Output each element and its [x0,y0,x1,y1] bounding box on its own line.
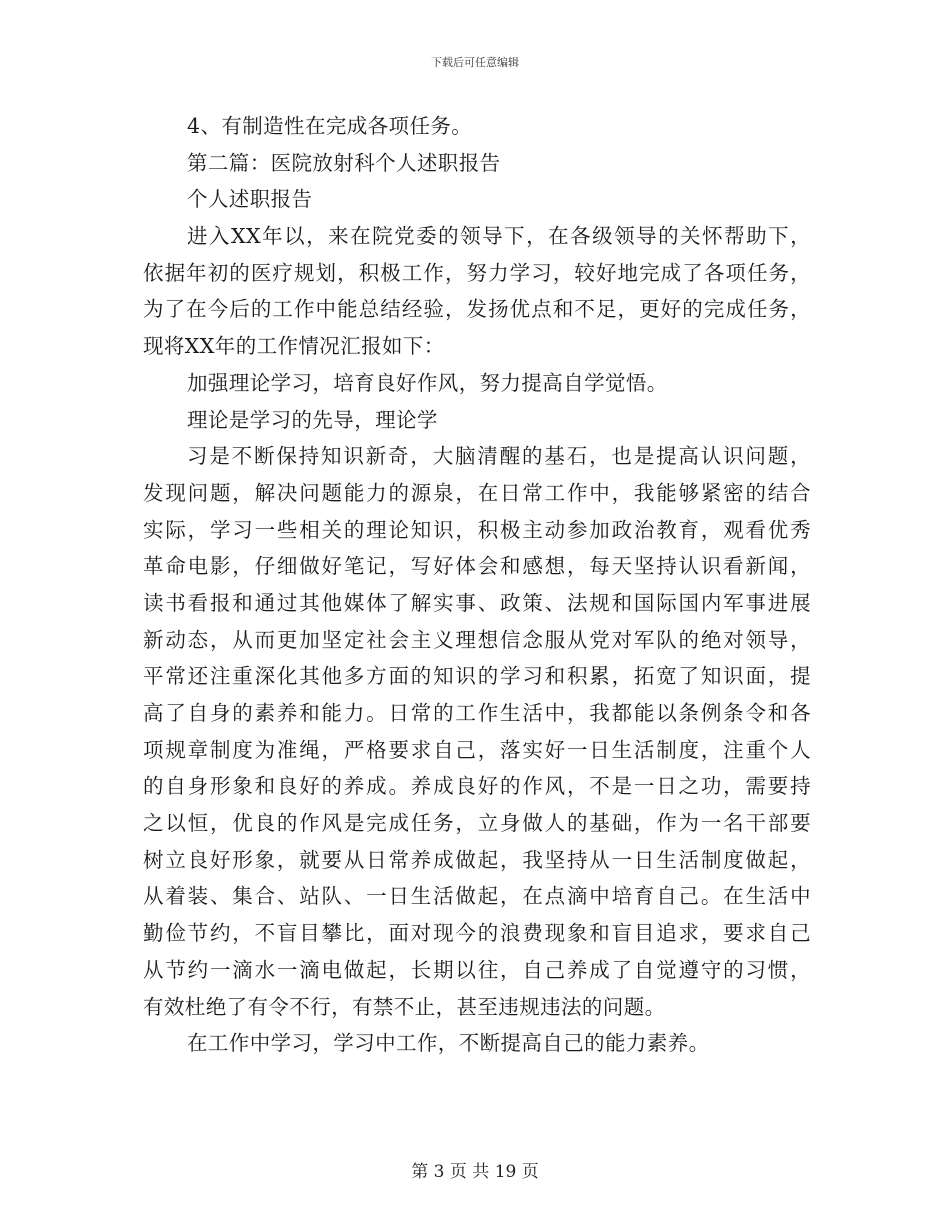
paragraph-line: 实际，学习一些相关的理论知识，积极主动参加政治教育，观看优秀 [143,517,811,542]
paragraph-line: 依据年初的医疗规划，积极工作，努力学习，较好地完成了各项任务， [143,260,811,285]
paragraph-line: 革命电影，仔细做好笔记，写好体会和感想，每天坚持认识看新闻， [143,554,811,579]
paragraph-line: 树立良好形象，就要从日常养成做起，我坚持从一日生活制度做起， [143,847,811,872]
paragraph-line: 的自身形象和良好的养成。养成良好的作风，不是一日之功，需要持 [143,774,811,799]
paragraph-line: 4、有制造性在完成各项任务。 [187,114,473,138]
paragraph-line: 发现问题，解决问题能力的源泉，在日常工作中，我能够紧密的结合 [143,480,811,505]
paragraph-line: 从节约一滴水一滴电做起，长期以往，自己养成了自觉遵守的习惯， [143,957,811,982]
paragraph-line: 为了在今后的工作中能总结经验，发扬优点和不足，更好的完成任务， [143,297,811,322]
paragraph-line: 项规章制度为准绳，严格要求自己，落实好一日生活制度，注重个人 [143,737,811,762]
subheading: 加强理论学习，培育良好作风，努力提高自学觉悟。 [187,370,668,395]
document-title: 个人述职报告 [187,187,313,212]
paragraph-line: 高了自身的素养和能力。日常的工作生活中，我都能以条例条令和各 [143,701,811,725]
paragraph-line: 读书看报和通过其他媒体了解实事、政策、法规和国际国内军事进展 [143,590,811,615]
section-heading: 第二篇：医院放射科个人述职报告 [187,150,501,175]
paragraph-line: 新动态，从而更加坚定社会主义理想信念服从党对军队的绝对领导， [143,627,811,652]
paragraph-line: 平常还注重深化其他多方面的知识的学习和积累，拓宽了知识面，提 [143,664,811,689]
page-header: 下载后可任意编辑 [431,56,519,69]
paragraph-line: 习是不断保持知识新奇，大脑清醒的基石，也是提高认识问题， [187,444,811,469]
subheading: 在工作中学习，学习中工作，不断提高自己的能力素养。 [187,1031,710,1056]
paragraph-line: 勤俭节约，不盲目攀比，面对现今的浪费现象和盲目追求，要求自己 [143,921,811,946]
paragraph-line: 有效杜绝了有令不行，有禁不止，甚至违规违法的问题。 [143,994,666,1019]
paragraph-line: 从着装、集合、站队、一日生活做起，在点滴中培育自己。在生活中 [143,884,811,909]
paragraph-line: 之以恒，优良的作风是完成任务，立身做人的基础，作为一名干部要 [143,811,811,836]
paragraph-line: 进入XX年以，来在院党委的领导下，在各级领导的关怀帮助下， [187,224,811,249]
paragraph-line: 理论是学习的先导，理论学 [187,407,438,432]
paragraph-line: 现将XX年的工作情况汇报如下： [143,334,445,359]
page-number: 第 3 页 共 19 页 [411,1162,539,1182]
document-body [143,108,811,1062]
